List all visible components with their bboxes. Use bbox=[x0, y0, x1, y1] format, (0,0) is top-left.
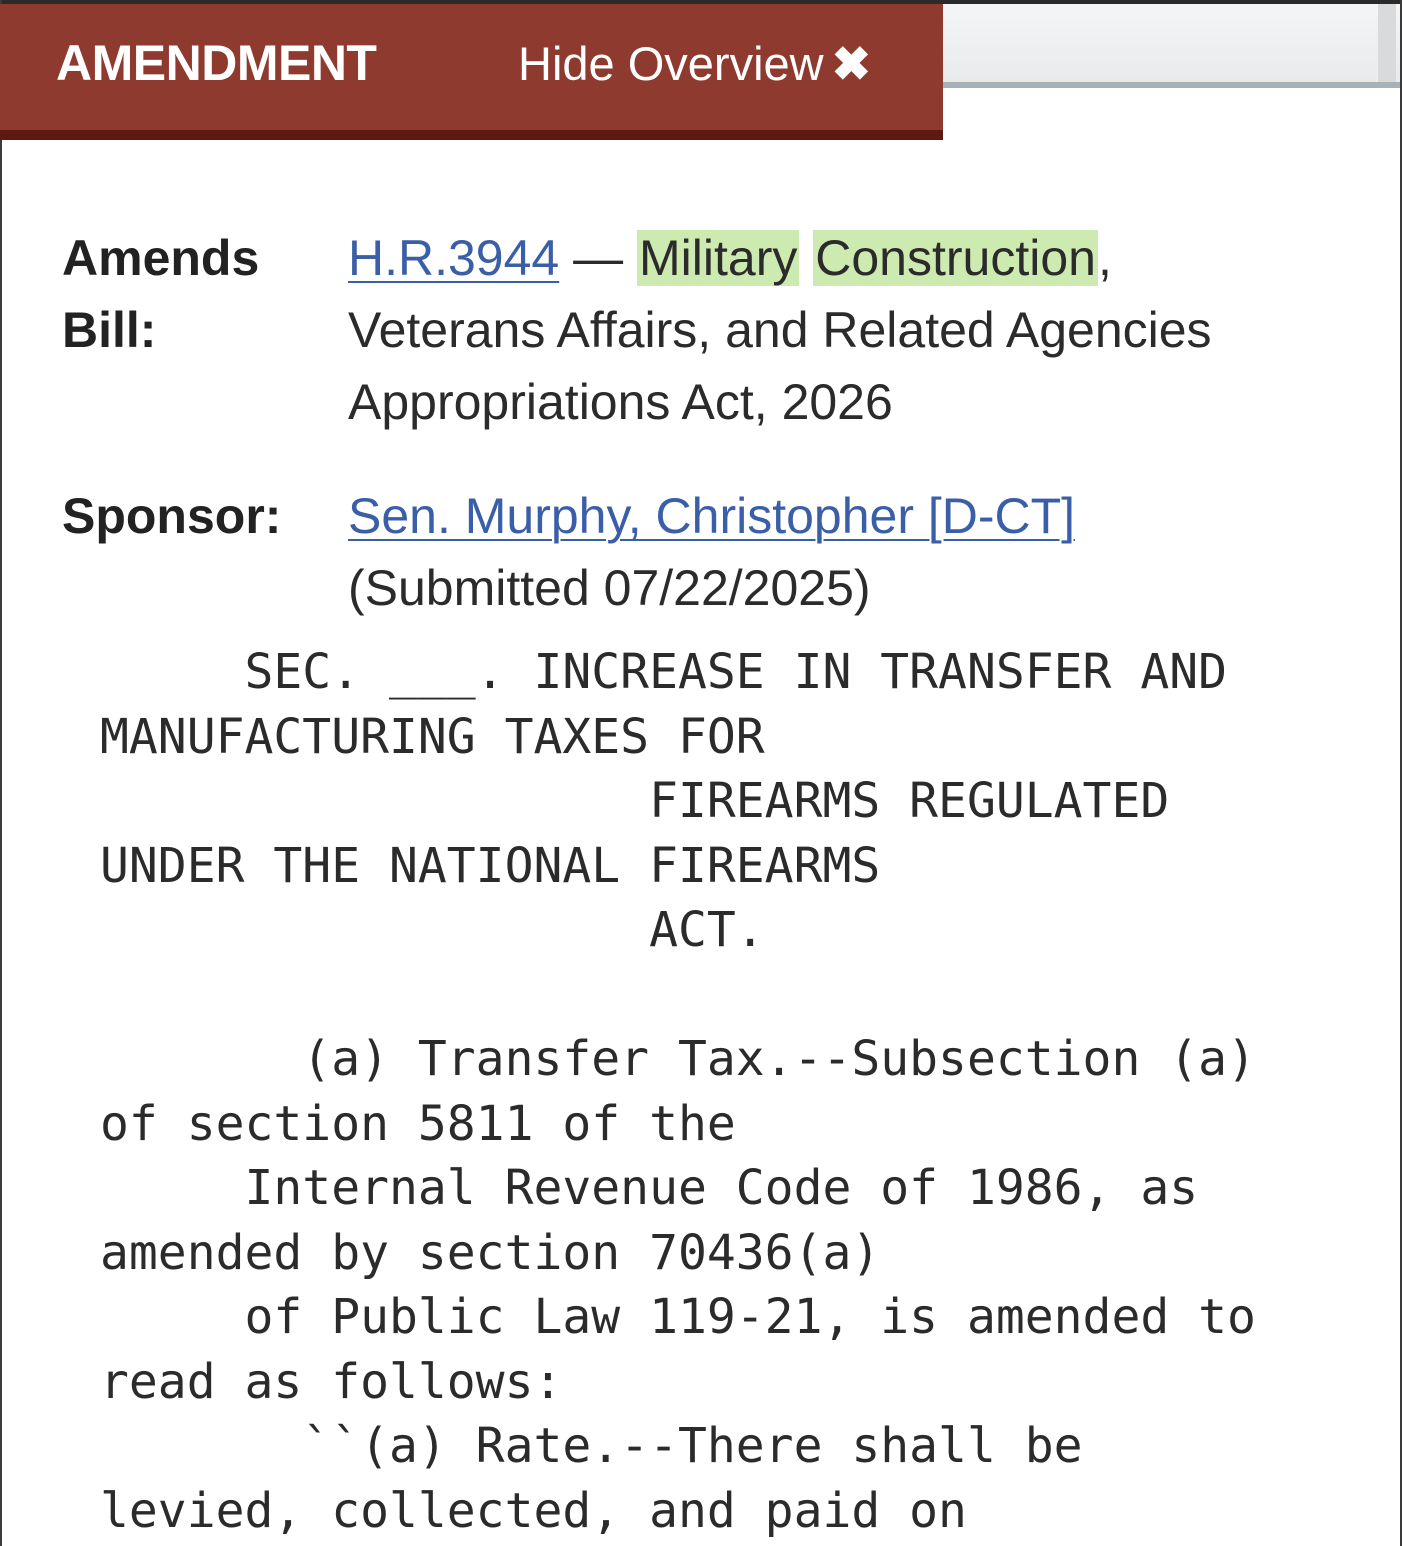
sponsor-link[interactable]: Sen. Murphy, Christopher [D-CT] bbox=[348, 488, 1076, 544]
amendment-text-line: ACT. bbox=[100, 902, 765, 958]
header-extension-bar bbox=[943, 4, 1400, 88]
amendment-text-line: of section 5811 of the bbox=[100, 1095, 736, 1152]
amendment-text-line: UNDER THE NATIONAL FIREARMS bbox=[100, 837, 881, 894]
bill-title-highlight-2: Construction bbox=[815, 230, 1096, 286]
amendment-text-line: FIREARMS REGULATED bbox=[100, 773, 1170, 829]
hide-overview-button[interactable] bbox=[518, 36, 871, 92]
amendment-text-line: MANUFACTURING TAXES FOR bbox=[100, 708, 765, 765]
amendment-text-line: read as follows: bbox=[100, 1353, 563, 1410]
header-title: AMENDMENT bbox=[56, 35, 377, 91]
sponsor-info bbox=[348, 480, 1348, 624]
amendment-text-line: levied, collected, and paid on bbox=[100, 1482, 967, 1539]
bill-title-rest: , Veterans Affairs, and Related Agencies Appropriations Act, 2026 bbox=[348, 230, 1212, 430]
amendment-text bbox=[100, 640, 1256, 1543]
submitted-date: (Submitted 07/22/2025) bbox=[348, 560, 871, 616]
amendment-text-line: (a) Transfer Tax.--Subsection (a) bbox=[100, 1031, 1256, 1087]
amended-bill-info bbox=[348, 222, 1288, 438]
sponsor-label: Sponsor: bbox=[62, 488, 282, 544]
amendment-text-line: of Public Law 119-21, is amended to bbox=[100, 1289, 1256, 1345]
amendment-text-line: SEC. ___. INCREASE IN TRANSFER AND bbox=[100, 644, 1228, 700]
amendment-text-line: Internal Revenue Code of 1986, as bbox=[100, 1160, 1199, 1216]
window-left-edge bbox=[0, 0, 2, 1546]
amendment-header bbox=[0, 4, 943, 140]
amends-bill-label: Amends Bill: bbox=[62, 230, 260, 358]
amendment-text-line: amended by section 70436(a) bbox=[100, 1224, 881, 1281]
amendment-text-line: ``(a) Rate.--There shall be bbox=[100, 1418, 1083, 1474]
hide-overview-label: Hide Overview bbox=[518, 37, 824, 90]
close-icon: ✖ bbox=[831, 37, 871, 90]
bill-title-highlight-1: Military bbox=[639, 230, 798, 286]
bill-dash: — bbox=[559, 230, 638, 286]
bill-number-link[interactable]: H.R.3944 bbox=[348, 230, 560, 286]
